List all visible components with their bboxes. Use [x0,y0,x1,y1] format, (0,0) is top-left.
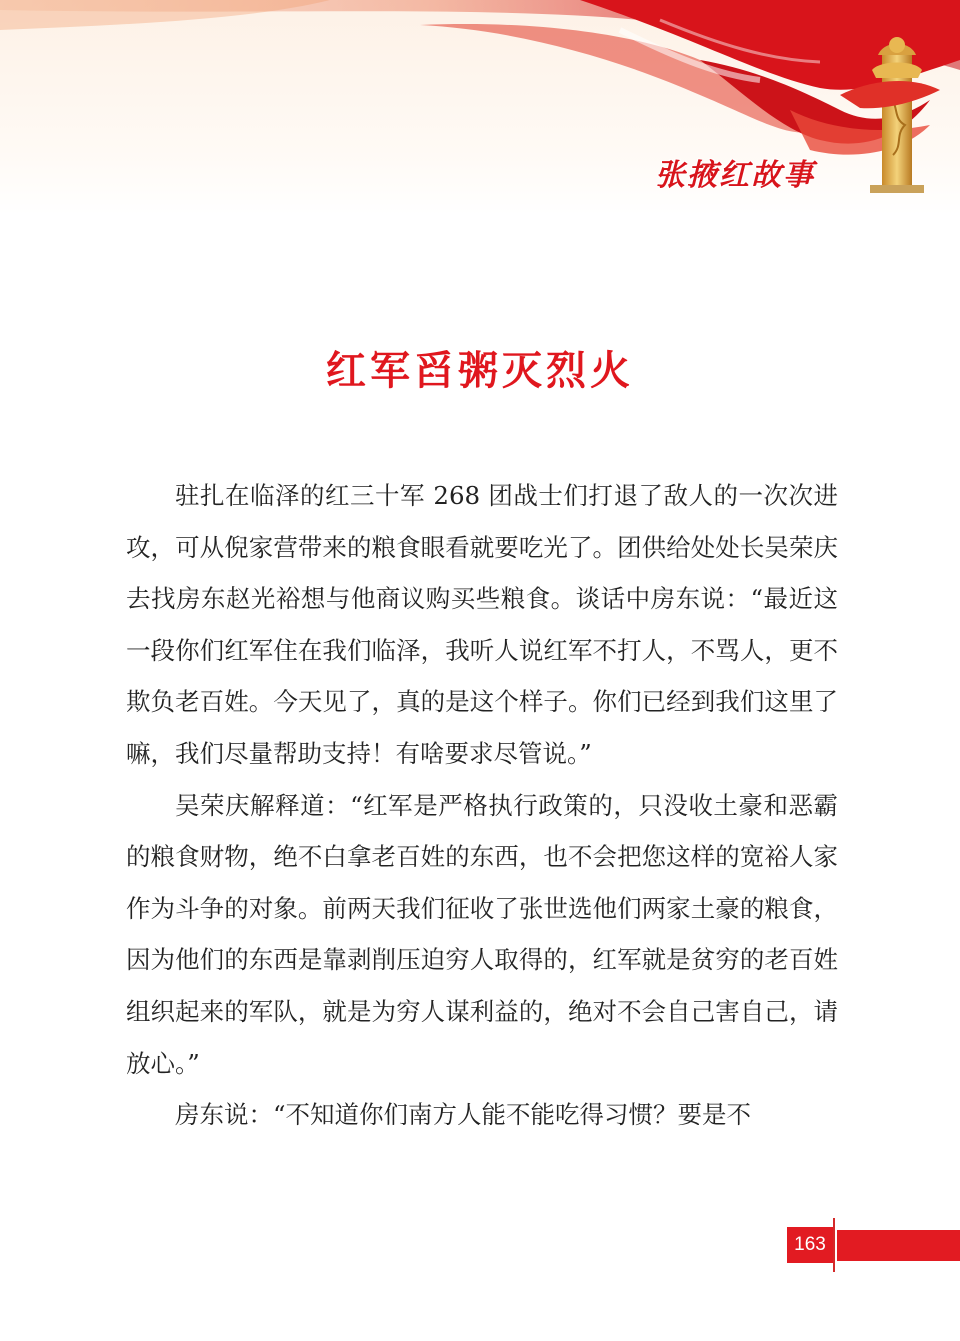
page-number: 163 [787,1227,833,1263]
article-title: 红军舀粥灭烈火 [326,347,634,394]
series-title: 张掖红故事 [655,158,815,193]
article-body [126,470,838,1141]
page-divider [833,1218,835,1272]
paragraph: 吴荣庆解释道：“红军是严格执行政策的，只没收土豪和恶霸的粮食财物，绝不白拿老百姓的东西，也不会把您这样的宽裕人家作为斗争的对象。前两天我们征收了张世选他们两家土豪的粮食，因为他们的东西是靠剥削压迫穷人取得的，红军就是贫穷的老百姓组织起来的军队，就是为穷人谋利益的，绝对不会自己害自己，请放心。” [126,790,838,1078]
paragraph: 驻扎在临泽的红三十军 268 团战士们打退了敌人的一次次进攻，可从倪家营带来的粮食眼看就要吃光了。团供给处处长吴荣庆去找房东赵光裕想与他商议购买些粮食。谈话中房东说：“最近这一段你们红军住在我们临泽，我听人说红军不打人，不骂人，更不欺负老百姓。今天见了，真的是这个样子。你们已经到我们这里了嘛，我们尽量帮助支持！有啥要求尽管说。” [126,481,838,768]
footer-red-bar [837,1230,960,1261]
paragraph: 房东说：“不知道你们南方人能不能吃得习惯？要是不 [175,1100,752,1130]
